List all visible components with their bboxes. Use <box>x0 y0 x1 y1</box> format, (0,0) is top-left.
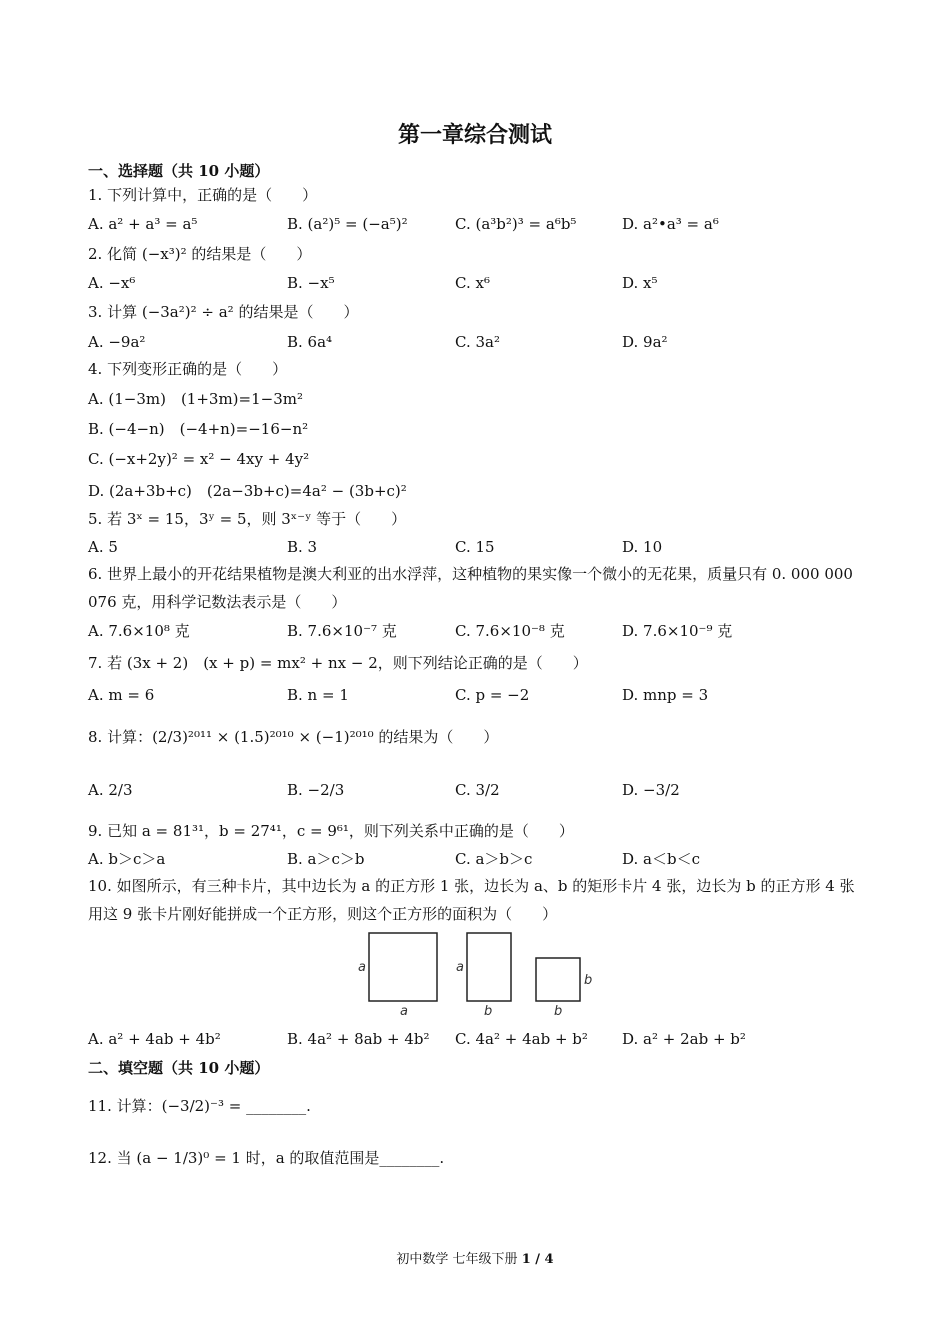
question-11-stem: 11. 计算：(−3/2)⁻³ = ________. <box>88 1097 311 1115</box>
question-4-stem: 4. 下列变形正确的是（ ） <box>88 360 288 378</box>
question-2-option-b: B. −x⁵ <box>287 274 335 292</box>
footer-text: 初中数学 七年级下册 <box>396 1252 522 1267</box>
question-10-option-b: B. 4a² + 8ab + 4b² <box>287 1030 430 1048</box>
question-9-stem: 9. 已知 a = 81³¹，b = 27⁴¹，c = 9⁶¹，则下列关系中正确的是（ ） <box>88 822 574 840</box>
question-2-option-d: D. x⁵ <box>622 274 658 292</box>
question-6-option-b: B. 7.6×10⁻⁷ 克 <box>287 622 397 640</box>
question-5-option-a: A. 5 <box>88 538 118 556</box>
question-6-option-a: A. 7.6×10⁸ 克 <box>88 622 190 640</box>
section-heading-choice: 一、选择题（共 10 小题） <box>88 162 270 180</box>
question-5-option-d: D. 10 <box>622 538 663 556</box>
question-1-option-b: B. (a²)⁵ = (−a⁵)² <box>287 215 408 233</box>
question-3-option-a: A. −9a² <box>88 333 146 351</box>
question-8-option-b: B. −2/3 <box>287 781 345 799</box>
label-rect-a: a <box>456 960 464 975</box>
question-1-stem: 1. 下列计算中，正确的是（ ） <box>88 186 318 204</box>
question-7-option-c: C. p = −2 <box>455 686 530 704</box>
question-7-stem: 7. 若 (3x + 2) (x + p) = mx² + nx − 2，则下列结论正确的是（ ） <box>88 654 588 672</box>
square-card-a <box>369 933 437 1001</box>
label-a-left: a <box>358 960 366 975</box>
question-6-stem: 6. 世界上最小的开花结果植物是澳大利亚的出水浮萍，这种植物的果实像一个微小的无花果，质量只有 0. 000 000 076 克，用科学记数法表示是（ ） <box>88 565 853 611</box>
question-8-option-a: A. 2/3 <box>88 781 133 799</box>
section-heading-fill: 二、填空题（共 10 小题） <box>88 1059 270 1077</box>
question-5-option-b: B. 3 <box>287 538 318 556</box>
question-7-option-d: D. mnp = 3 <box>622 686 709 704</box>
rect-card-ab <box>467 933 511 1001</box>
question-3-option-b: B. 6a⁴ <box>287 333 333 351</box>
question-4-option-a: A. (1−3m) (1+3m)=1−3m² <box>88 390 303 408</box>
label-b-bottom: b <box>554 1004 563 1019</box>
question-8-option-d: D. −3/2 <box>622 781 680 799</box>
question-6-option-d: D. 7.6×10⁻⁹ 克 <box>622 622 733 640</box>
question-10-option-a: A. a² + 4ab + 4b² <box>88 1030 221 1048</box>
question-7-option-a: A. m = 6 <box>88 686 155 704</box>
page-number: 1 / 4 <box>521 1252 554 1267</box>
question-2-option-a: A. −x⁶ <box>88 274 136 292</box>
question-6-option-c: C. 7.6×10⁻⁸ 克 <box>455 622 565 640</box>
question-3-option-d: D. 9a² <box>622 333 668 351</box>
question-10-stem: 10. 如图所示，有三种卡片，其中边长为 a 的正方形 1 张，边长为 a、b 的矩形卡片 4 张，边长为 b 的正方形 4 张用这 9 张卡片刚好能拼成一个正方形，则这个正方形的面积为（ ） <box>88 877 855 923</box>
question-9-option-d: D. a＜b＜c <box>622 850 700 868</box>
question-8-option-c: C. 3/2 <box>455 781 500 799</box>
question-2-option-c: C. x⁶ <box>455 274 490 292</box>
label-a-bottom: a <box>400 1004 408 1019</box>
question-1-option-c: C. (a³b²)³ = a⁶b⁵ <box>455 215 577 233</box>
question-10-option-c: C. 4a² + 4ab + b² <box>455 1030 588 1048</box>
question-5-option-c: C. 15 <box>455 538 495 556</box>
question-9-option-b: B. a＞c＞b <box>287 850 365 868</box>
page-footer <box>0 1248 950 1267</box>
question-4-option-b: B. (−4−n) (−4+n)=−16−n² <box>88 420 309 438</box>
question-10-option-d: D. a² + 2ab + b² <box>622 1030 746 1048</box>
question-3-stem: 3. 计算 (−3a²)² ÷ a² 的结果是（ ） <box>88 303 359 321</box>
question-1-option-d: D. a²•a³ = a⁶ <box>622 215 719 233</box>
question-12-stem: 12. 当 (a − 1/3)⁰ = 1 时，a 的取值范围是________. <box>88 1149 445 1167</box>
question-8-stem: 8. 计算：(2/3)²⁰¹¹ × (1.5)²⁰¹⁰ × (−1)²⁰¹⁰ 的结果为（ ） <box>88 728 499 746</box>
cards-figure <box>350 926 600 1021</box>
label-b-right: b <box>584 973 593 988</box>
question-9-option-c: C. a＞b＞c <box>455 850 533 868</box>
page-title: 第一章综合测试 <box>397 122 552 148</box>
question-7-option-b: B. n = 1 <box>287 686 349 704</box>
question-4-option-d: D. (2a+3b+c) (2a−3b+c)=4a² − (3b+c)² <box>88 482 407 500</box>
question-3-option-c: C. 3a² <box>455 333 500 351</box>
square-card-b <box>536 958 580 1001</box>
question-9-option-a: A. b＞c＞a <box>88 850 166 868</box>
question-4-option-c: C. (−x+2y)² = x² − 4xy + 4y² <box>88 450 310 468</box>
question-5-stem: 5. 若 3ˣ = 15，3ʸ = 5，则 3ˣ⁻ʸ 等于（ ） <box>88 510 407 528</box>
question-1-option-a: A. a² + a³ = a⁵ <box>88 215 198 233</box>
question-2-stem: 2. 化简 (−x³)² 的结果是（ ） <box>88 245 312 263</box>
label-rect-b: b <box>484 1004 493 1019</box>
